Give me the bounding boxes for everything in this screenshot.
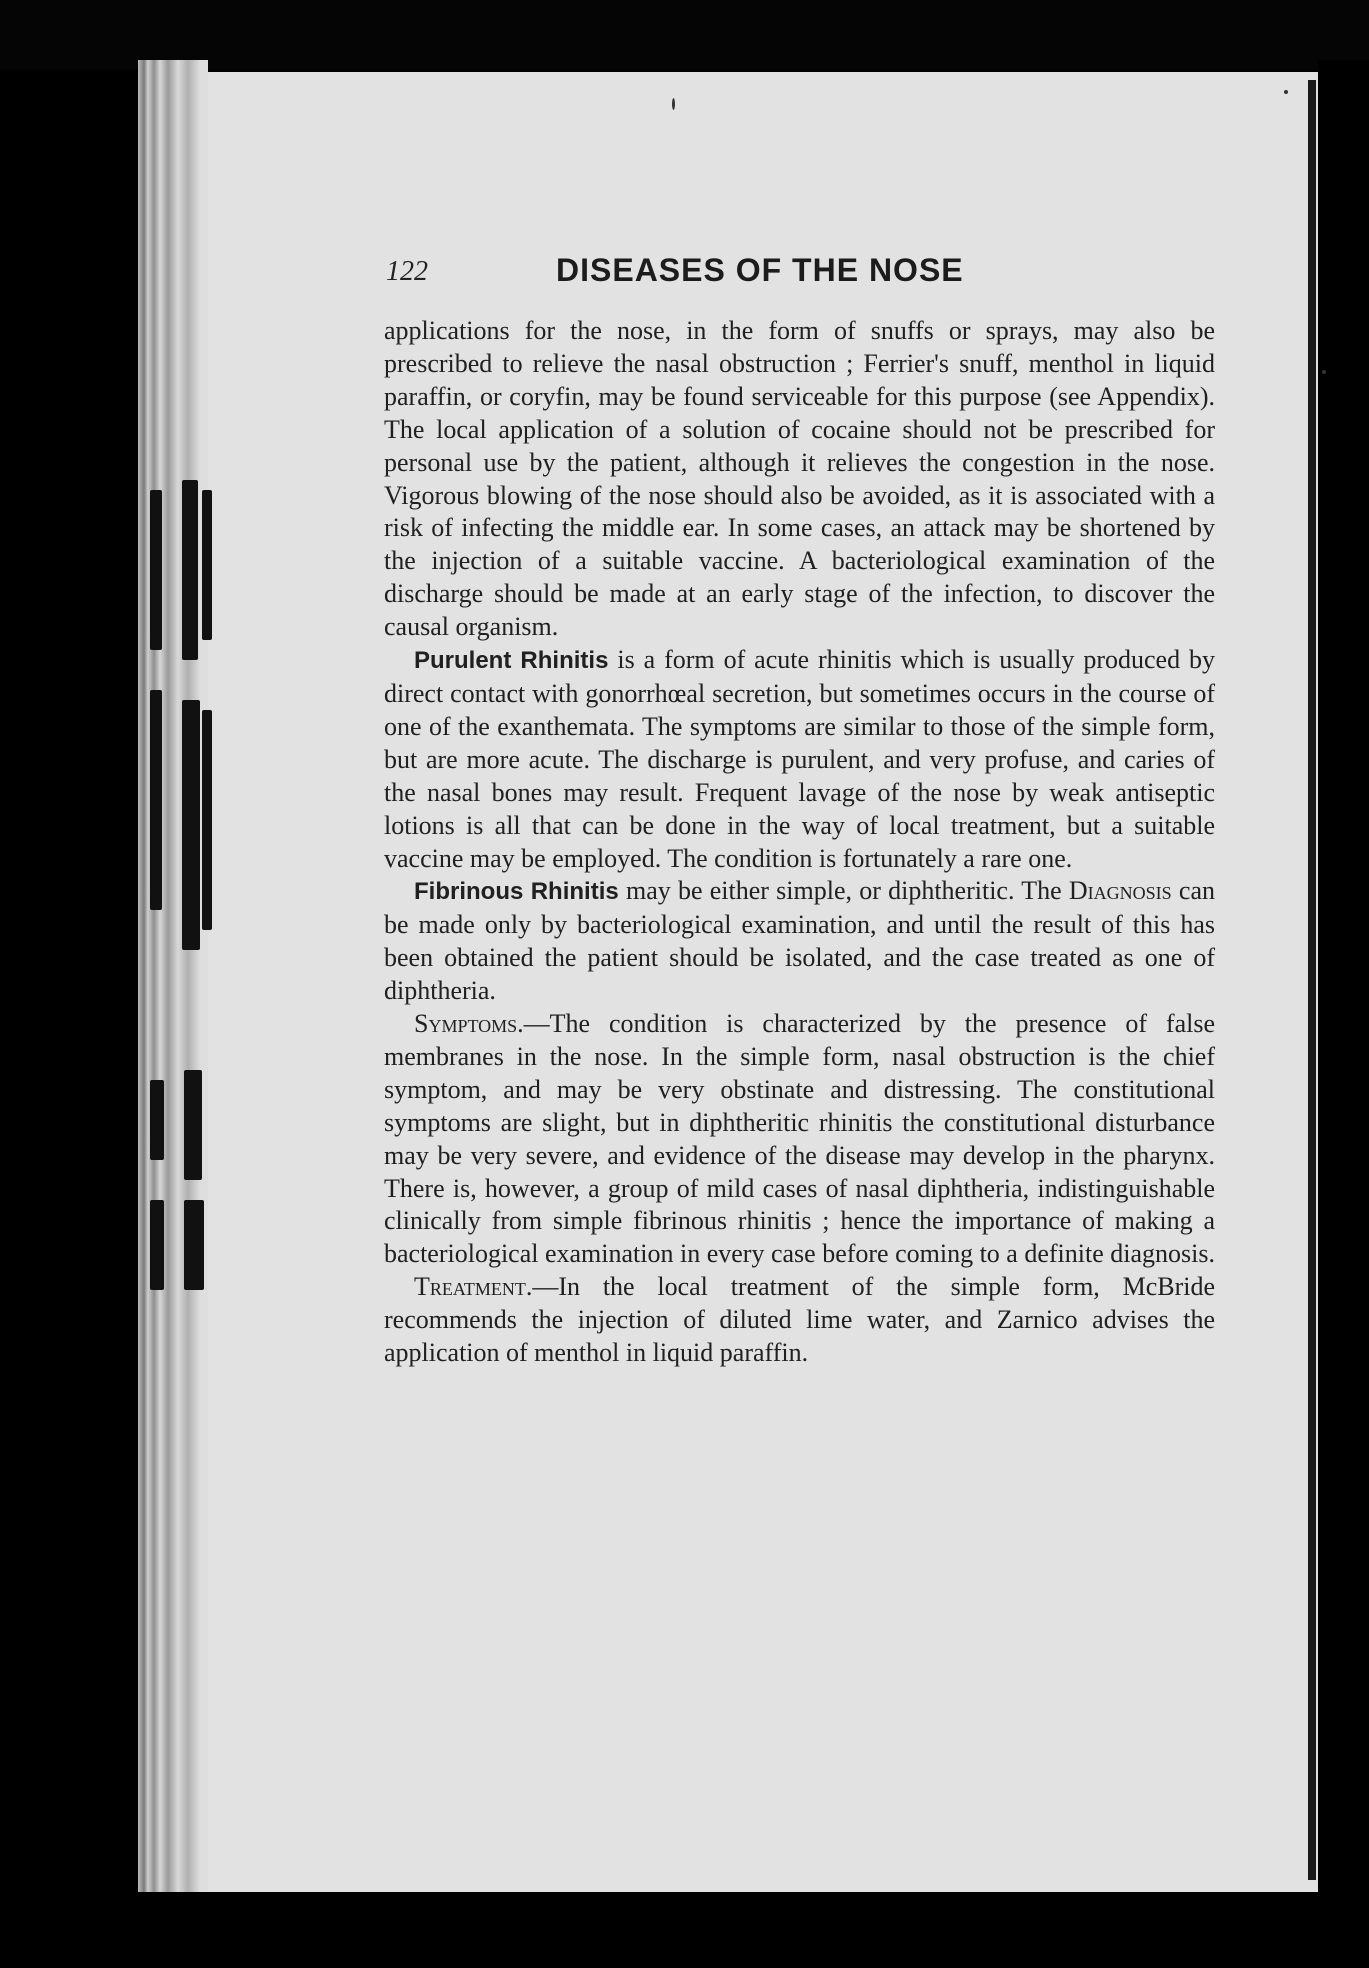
section-label: Treatment (414, 1272, 526, 1302)
page-edge-rule (1308, 80, 1316, 1880)
paragraph-symptoms (384, 1008, 1215, 1271)
paragraph-text: can be made only by bacteriological examination, and until the result of this has been obtained the patient should be isolated, and the case treated as one of diphtheria. (384, 876, 1215, 1006)
body-text (384, 315, 1215, 1370)
binding-shadow-marks (140, 480, 230, 1300)
paragraph-1: applications for the nose, in the form of snuffs or sprays, may also be prescribed to relieve the nasal obstruction ; Ferrier's snuff, menthol in liquid paraffin, or coryfin, may be found serviceable for this purpose (see Appendix). The local application of a solution of cocaine should not be prescribed for personal use by the patient, although it relieves the congestion in the nose. Vigorous blowing of the nose should also be avoided, as it is associated with a risk of infecting the middle ear. In some cases, an attack may be shortened by the injection of a suitable vaccine. A bacteriological examination of the discharge should be made at an early stage of the infection, to discover the causal organism. (384, 316, 1215, 642)
scan-speck (672, 98, 675, 110)
paragraph-text: may be either simple, or diphtheritic. The (618, 876, 1069, 906)
paragraph-text: .—In the local treatment of the simple form, McBride recommends the injection of diluted lime water, and Zarnico advises the application of menthol in liquid paraffin. (384, 1272, 1215, 1368)
section-label: Symptoms (414, 1009, 518, 1039)
paragraph-fibrinous-rhinitis (384, 875, 1215, 1008)
scan-border-bottom (0, 1892, 1369, 1968)
paragraph-text: .—The condition is characterized by the presence of false membranes in the nose. In the simple form, nasal obstruction is the chief symptom, and may be very obstinate and distressing. The constitutional symptoms are slight, but in diphtheritic rhinitis the constitutional disturbance may be very severe, and evidence of the disease may develop in the pharynx. There is, however, a group of mild cases of nasal diphtheria, indistinguishable clinically from simple fibrinous rhinitis ; hence the importance of making a bacteriological examination in every case before coming to a definite diagnosis. (384, 1009, 1215, 1269)
scan-border-right (1318, 60, 1369, 1968)
run-in-heading: Fibrinous Rhinitis (414, 878, 619, 906)
paragraph-text: is a form of acute rhinitis which is usually produced by direct contact with gonorrhœal secretion, but sometimes occurs in the course of one of the exanthemata. The symptoms are similar to those of the simple form, but are more acute. The discharge is purulent, and very profuse, and caries of the nasal bones may result. Frequent lavage of the nose by weak antiseptic lotions is all that can be done in the way of local treatment, but a suitable vaccine may be employed. The condition is fortunately a rare one. (384, 645, 1215, 873)
scan-speck (1322, 370, 1326, 374)
paragraph-purulent-rhinitis (384, 644, 1215, 875)
paragraph-treatment (384, 1271, 1215, 1370)
running-title: DISEASES OF THE NOSE (556, 252, 964, 288)
run-in-heading: Purulent Rhinitis (414, 647, 609, 675)
small-caps-term: Diagnosis (1068, 876, 1172, 906)
page-number: 122 (386, 256, 428, 287)
page-header (386, 252, 1216, 296)
scan-speck (1284, 90, 1288, 94)
